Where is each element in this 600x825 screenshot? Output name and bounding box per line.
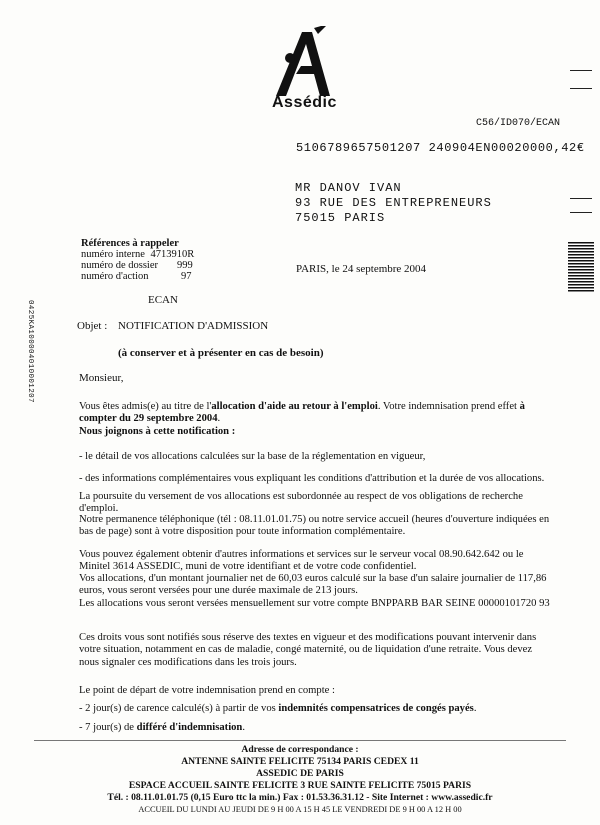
ref-dossier-value: 999: [177, 260, 193, 271]
footer-divider: [34, 740, 566, 741]
paragraph-account: Les allocations vous seront versées mensuellement sur votre compte BNPPARB BAR SEINE 00000101720 93: [79, 598, 550, 609]
references-block: [81, 238, 221, 282]
text-run-bold: à compter du 29 septembre 2004: [79, 401, 525, 425]
paragraph-info: - des informations complémentaires vous expliquant les conditions d'attribution et la durée de vos allocations.: [79, 473, 545, 484]
recipient-city: 75015 PARIS: [295, 211, 386, 225]
reference-code: C56/ID070/ECAN: [476, 118, 561, 129]
fold-mark: [570, 88, 592, 89]
footer-accueil-address: ESPACE ACCUEIL SAINTE FELICITE 3 RUE SAINTE FELICITE 75015 PARIS: [128, 780, 472, 791]
ref-interne-value: 4713910R: [150, 249, 195, 260]
footer-hours: ACCUEIL DU LUNDI AU JEUDI DE 9 H 00 A 15 H 45 LE VENDREDI DE 9 H 00 A 12 H 00: [138, 805, 462, 814]
text-run: - 7 jour(s) de: [79, 722, 137, 733]
paragraph-rights: Ces droits vous sont notifiés sous réserve des textes en vigueur et des modifications pouvant intervenir dans votre situation, notamment en cas de maladie, congé maternité, ou de liquidation d'une retraite. Vous devez nous signaler ces modifications dans les trois jours.: [79, 632, 537, 668]
paragraph-differe: [79, 722, 553, 734]
ref-dossier-label: numéro de dossier: [81, 260, 158, 271]
date-line: PARIS, le 24 septembre 2004: [296, 263, 427, 275]
paragraph-carence: [79, 703, 553, 715]
recipient-address: [295, 181, 492, 226]
text-run: .: [242, 722, 245, 733]
text-run: .: [473, 703, 477, 714]
logo-text: Assédic: [272, 94, 337, 111]
object-subtitle: (à conserver et à présenter en cas de besoin): [118, 347, 324, 359]
paragraph-obligations: La poursuite du versement de vos allocations est subordonnée au respect de vos obligations de recherche d'emploi.: [79, 491, 523, 515]
footer-antenne: ANTENNE SAINTE FELICITE 75134 PARIS CEDEX 11: [181, 756, 419, 767]
footer-correspondence: Adresse de correspondance :: [241, 744, 359, 755]
text-run-bold: différé d'indemnisation: [136, 722, 243, 733]
fold-mark: [570, 212, 592, 213]
text-run-bold: allocation d'aide au retour à l'emploi: [211, 401, 378, 412]
paragraph-start-point: Le point de départ de votre indemnisation prend en compte :: [79, 685, 335, 696]
text-run: .: [217, 413, 221, 425]
paragraph-admission: [79, 401, 553, 426]
assedic-a-icon: [268, 26, 348, 98]
text-run: - 2 jour(s) de carence calculé(s) à partir de vos: [79, 703, 279, 714]
paragraph-services: Vous pouvez également obtenir d'autres informations et services sur le serveur vocal 08.90.642.642 ou le Minitel 3614 ASSEDIC, muni de votre identifiant et de votre code confidentiel.: [79, 549, 524, 573]
object-label: Objet :: [77, 320, 108, 332]
text-run-bold: indemnités compensatrices de congés payés: [278, 703, 474, 714]
ref-interne-label: numéro interne: [81, 249, 145, 260]
paragraph-detail: - le détail de vos allocations calculées sur la base de la réglementation en vigueur,: [79, 451, 426, 462]
greeting: Monsieur,: [79, 372, 124, 384]
footer-contact: Tél. : 08.11.01.01.75 (0,15 Euro ttc la min.) Fax : 01.53.36.31.12 - Site Internet : www.assedic.fr: [107, 792, 493, 803]
references-title: Références à rappeler: [81, 238, 179, 249]
text-run: Vous êtes admis(e) au titre de l': [79, 401, 212, 412]
paragraph-amount: Vos allocations, d'un montant journalier net de 60,03 euros calculé sur la base d'un salaire journalier de 117,86 euros, vous seront versées pour une durée maximale de 213 jours.: [79, 573, 547, 597]
side-code: 0425KA100004010001207: [26, 300, 34, 403]
fold-mark: [570, 70, 592, 71]
object-line: [77, 320, 268, 332]
ref-action-value: 97: [181, 271, 192, 282]
fold-mark: [570, 198, 592, 199]
barcode-line: 5106789657501207 240904EN00020000,42€: [296, 141, 585, 155]
footer-assedic: ASSEDIC DE PARIS: [256, 768, 344, 779]
object-value: NOTIFICATION D'ADMISSION: [118, 320, 269, 332]
text-run: . Votre indemnisation prend effet: [377, 401, 520, 412]
department-label: ECAN: [148, 294, 178, 306]
paragraph-attachments-title: Nous joignons à cette notification :: [79, 426, 236, 437]
recipient-street: 93 RUE DES ENTREPRENEURS: [295, 196, 492, 210]
recipient-name: MR DANOV IVAN: [295, 181, 402, 195]
paragraph-phone: Notre permanence téléphonique (tél : 08.11.01.01.75) ou notre service accueil (heures d'ouverture indiquées en bas de page) sont à votre disposition pour toute information complémentaire.: [79, 514, 550, 538]
postal-barcode: [568, 242, 594, 292]
assedic-logo: [268, 26, 348, 118]
ref-action-label: numéro d'action: [81, 271, 149, 282]
